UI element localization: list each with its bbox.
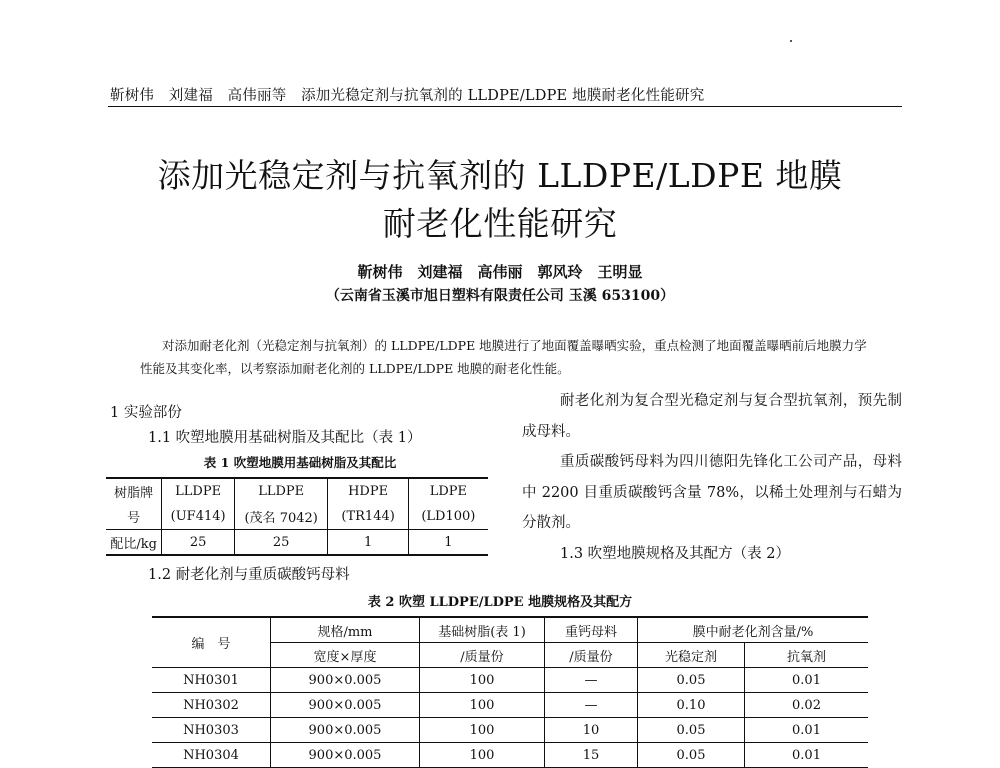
table2-header-base-top: 基础树脂(表 1) [420, 617, 545, 643]
table2-cell: 0.10 [638, 693, 745, 718]
section-heading: 1 实验部份 [110, 405, 182, 421]
table2-header-additive-group: 膜中耐老化剂含量/% [638, 617, 869, 643]
table2-cell: 100 [420, 693, 545, 718]
table1-header-row-top [106, 478, 488, 504]
subsection-1-1: 1.1 吹塑地膜用基础树脂及其配比（表 1） [148, 430, 422, 446]
table2-cell: NH0303 [152, 718, 271, 743]
table1-col-grade: (TR144) [328, 504, 408, 530]
table1-row-header-bottom: 号 [106, 504, 162, 530]
table2-cell: 100 [420, 718, 545, 743]
right-paragraph-1: 耐老化剂为复合型光稳定剂与复合型抗氧剂，预先制成母料。 [522, 393, 902, 440]
table2-header-spec-top: 规格/mm [271, 617, 420, 643]
table1-ratio-row [106, 530, 488, 556]
table2-cell: 900×0.005 [271, 668, 420, 693]
table2-header-code: 编 号 [152, 617, 271, 668]
right-column [522, 386, 902, 569]
table1-caption: 表 1 吹塑地膜用基础树脂及其配比 [203, 455, 397, 470]
table2-cell: NH0304 [152, 743, 271, 768]
table-row [152, 668, 868, 693]
table1-ratio-cell: 25 [234, 530, 328, 556]
table2-cell: 10 [545, 718, 638, 743]
paper-title-line2: 耐老化性能研究 [382, 204, 618, 243]
table2-header-caco3-bottom: /质量份 [545, 643, 638, 668]
table1-ratio-cell: 1 [328, 530, 408, 556]
table2-cell: 0.01 [745, 743, 869, 768]
table1-row-header-top: 树脂牌 [106, 478, 162, 504]
authors: 靳树伟 刘建福 高伟丽 郭风玲 王明显 [357, 263, 643, 281]
table1-col-name: LDPE [429, 484, 467, 499]
table-row [152, 718, 868, 743]
abstract: 对添加耐老化剂（光稳定剂与抗氧剂）的 LLDPE/LDPE 地膜进行了地面覆盖曝晒实验，重点检测了地面覆盖曝晒前后地膜力学性能及其变化率，以考察添加耐老化剂的 LLDPE/LDPE 地膜的耐老化性能。 [140, 338, 867, 376]
table2-cell: — [545, 693, 638, 718]
table2-cell: — [545, 668, 638, 693]
table2-header-spec-bottom: 宽度×厚度 [271, 643, 420, 668]
table2-cell: 0.01 [745, 718, 869, 743]
table2-cell: 0.01 [745, 668, 869, 693]
table1-col-grade: (UF414) [162, 504, 235, 530]
table2-cell: 900×0.005 [271, 718, 420, 743]
table2-cell: 0.05 [638, 718, 745, 743]
table-row [152, 743, 868, 768]
table2-cell: 0.05 [638, 743, 745, 768]
table1-col-grade: (茂名 7042) [234, 504, 328, 530]
table1-ratio-cell: 1 [408, 530, 488, 556]
table2-header-caco3-top: 重钙母料 [545, 617, 638, 643]
table1-ratio-label: 配比/kg [106, 530, 162, 556]
affiliation: （云南省玉溪市旭日塑料有限责任公司 玉溪 653100） [325, 288, 675, 304]
right-paragraph-2: 重质碳酸钙母料为四川德阳先锋化工公司产品，母料中 2200 目重质碳酸钙含量 78%，以稀土处理剂与石蜡为分散剂。 [522, 454, 902, 531]
table-row [152, 693, 868, 718]
table2-cell: 900×0.005 [271, 693, 420, 718]
table2-cell: 0.05 [638, 668, 745, 693]
table2-cell: 15 [545, 743, 638, 768]
table2-caption: 表 2 吹塑 LLDPE/LDPE 地膜规格及其配方 [367, 595, 633, 610]
table1-col-name: LLDPE [234, 478, 328, 504]
table2-header-row-top [152, 617, 868, 643]
table1-col-grade: (LD100) [421, 509, 476, 524]
table2-header-antioxidant: 抗氧剂 [745, 643, 869, 668]
paper-title-line1: 添加光稳定剂与抗氧剂的 LLDPE/LDPE 地膜 [157, 156, 843, 195]
table2-header-light-stabilizer: 光稳定剂 [638, 643, 745, 668]
table2-cell: 100 [420, 668, 545, 693]
subsection-1-3: 1.3 吹塑地膜规格及其配方（表 2） [560, 545, 791, 562]
table2-header-base-bottom: /质量份 [420, 643, 545, 668]
table1-col-name: HDPE [328, 478, 408, 504]
table1 [106, 477, 488, 556]
table2-cell: NH0301 [152, 668, 271, 693]
speck-mark [790, 40, 792, 42]
table2-cell: 100 [420, 743, 545, 768]
header-rule [108, 106, 902, 107]
table1-header-row-bottom [106, 504, 488, 530]
table1-ratio-cell: 25 [162, 530, 235, 556]
running-head: 靳树伟 刘建福 高伟丽等 添加光稳定剂与抗氧剂的 LLDPE/LDPE 地膜耐老化性能研究 [110, 88, 705, 104]
subsection-1-2: 1.2 耐老化剂与重质碳酸钙母料 [148, 567, 350, 583]
table2-cell: 0.02 [745, 693, 869, 718]
table1-col-name: LLDPE [162, 478, 235, 504]
table2-cell: NH0302 [152, 693, 271, 718]
table2-cell: 900×0.005 [271, 743, 420, 768]
table2 [152, 616, 868, 768]
